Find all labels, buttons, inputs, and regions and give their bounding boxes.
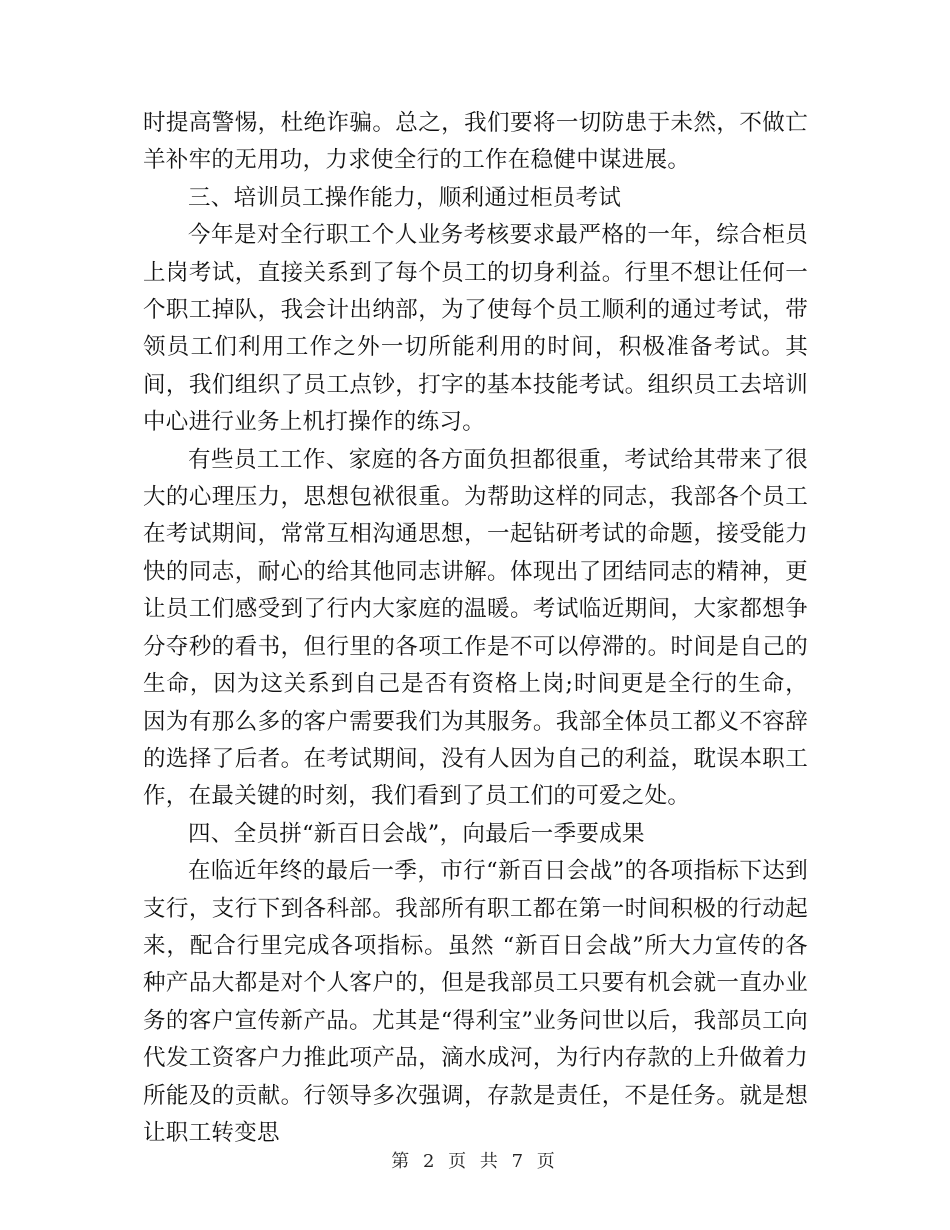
paragraph: 有些员工工作、家庭的各方面负担都很重，考试给其带来了很大的心理压力，思想包袱很重。为帮助这样的同志，我部各个员工在考试期间，常常互相沟通思想，一起钻研考试的命题，接受能力快的同志，耐心的给其他同志讲解。体现出了团结同志的精神，更让员工们感受到了行内大家庭的温暖。考试临近期间，大家都想争分夺秒的看书，但行里的各项工作是不可以停滞的。时间是自己的生命，因为这关系到自己是否有资格上岗;时间更是全行的生命，因为有那么多的客户需要我们为其服务。我部全体员工都义不容辞的选择了后者。在考试期间，没有人因为自己的利益，耽误本职工作，在最关键的时刻，我们看到了员工们的可爱之处。 (143, 446, 808, 810)
paragraph-continued: 时提高警惕，杜绝诈骗。总之，我们要将一切防患于未然，不做亡羊补牢的无用功，力求使全行的工作在稳健中谋进展。 (143, 110, 808, 174)
paragraph: 今年是对全行职工个人业务考核要求最严格的一年，综合柜员上岗考试，直接关系到了每个员工的切身利益。行里不想让任何一个职工掉队，我会计出纳部，为了使每个员工顺利的通过考试，带领员工们利用工作之外一切所能利用的时间，积极准备考试。其间，我们组织了员工点钞，打字的基本技能考试。组织员工去培训中心进行业务上机打操作的练习。 (143, 222, 808, 436)
paragraph: 在临近年终的最后一季，市行“新百日会战”的各项指标下达到支行，支行下到各科部。我部所有职工都在第一时间积极的行动起来，配合行里完成各项指标。虽然 “新百日会战”所大力宣传的各种产品大都是对个人客户的，但是我部员工只要有机会就一直办业务的客户宣传新产品。尤其是“得利宝”业务问世以后，我部员工向代发工资客户力推此项产品，滴水成河，为行内存款的上升做着力所能及的贡献。行领导多次强调，存款是责任，不是任务。就是想让职工转变思 (143, 858, 808, 1146)
document-body (143, 105, 808, 1152)
section-heading-4: 四、全员拼“新百日会战”，向最后一季要成果 (188, 820, 645, 847)
page-number-footer: 第 2 页 共 7 页 (391, 1151, 559, 1172)
section-heading-3: 三、培训员工操作能力，顺利通过柜员考试 (188, 184, 622, 211)
